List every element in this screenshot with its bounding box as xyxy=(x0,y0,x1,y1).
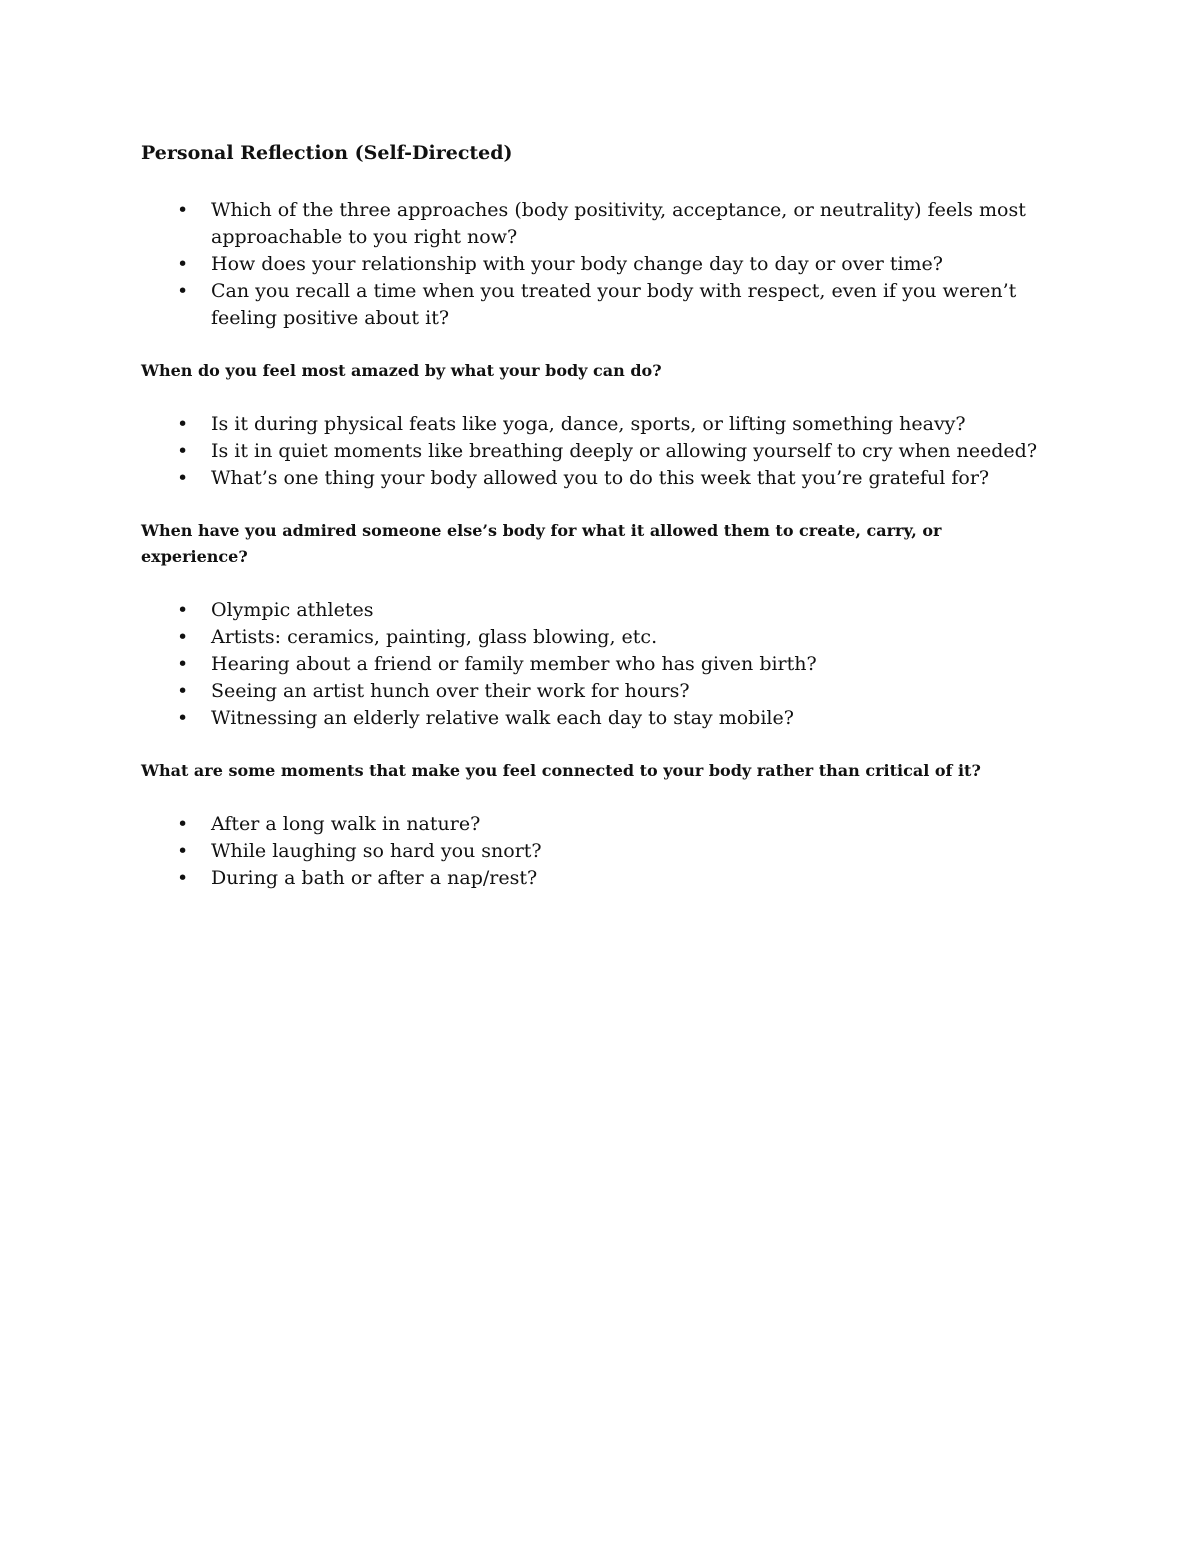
section-bullet-list xyxy=(141,597,1041,732)
spacer xyxy=(141,384,1041,411)
list-item-text: How does your relationship with your body change day to day or over time? xyxy=(211,253,943,275)
list-item-text: Is it in quiet moments like breathing deeply or allowing yourself to cry when needed? xyxy=(211,440,1037,462)
bullet-icon: • xyxy=(177,867,189,889)
spacer xyxy=(141,332,1041,358)
list-item xyxy=(141,705,1041,732)
section-bullet-list xyxy=(141,811,1041,892)
list-item-text: Seeing an artist hunch over their work for hours? xyxy=(211,680,690,702)
list-item-text: Hearing about a friend or family member who has given birth? xyxy=(211,653,817,675)
bullet-icon: • xyxy=(177,707,189,729)
list-item xyxy=(141,678,1041,705)
bullet-icon: • xyxy=(177,199,189,221)
list-item-text: Witnessing an elderly relative walk each day to stay mobile? xyxy=(211,707,794,729)
section-question: When have you admired someone else’s body for what it allowed them to create, carry, or experience? xyxy=(141,521,942,566)
list-item xyxy=(141,865,1041,892)
list-item xyxy=(141,411,1041,438)
document-title: Personal Reflection (Self-Directed) xyxy=(141,142,513,164)
section-amazed xyxy=(141,358,1041,492)
bullet-icon: • xyxy=(177,253,189,275)
list-item xyxy=(141,465,1041,492)
bullet-icon: • xyxy=(177,280,189,302)
spacer xyxy=(141,784,1041,811)
list-item xyxy=(141,597,1041,624)
spacer xyxy=(141,732,1041,758)
spacer xyxy=(141,570,1041,597)
section-question: When do you feel most amazed by what your body can do? xyxy=(141,361,662,380)
section-connected xyxy=(141,758,1041,892)
list-item-text: While laughing so hard you snort? xyxy=(211,840,542,862)
section-bullet-list xyxy=(141,411,1041,492)
list-item-text: What’s one thing your body allowed you to do this week that you’re grateful for? xyxy=(211,467,990,489)
bullet-icon: • xyxy=(177,653,189,675)
list-item-text: Artists: ceramics, painting, glass blowing, etc. xyxy=(211,626,658,648)
bullet-icon: • xyxy=(177,840,189,862)
list-item xyxy=(141,651,1041,678)
spacer xyxy=(141,167,1041,197)
section-question: What are some moments that make you feel connected to your body rather than critical of it? xyxy=(141,761,981,780)
bullet-icon: • xyxy=(177,440,189,462)
list-item-text: Olympic athletes xyxy=(211,599,374,621)
list-item xyxy=(141,251,1041,278)
list-item-text: Which of the three approaches (body positivity, acceptance, or neutrality) feels most approachable to you right now? xyxy=(211,199,1026,248)
list-item-text: Can you recall a time when you treated your body with respect, even if you weren’t feeling positive about it? xyxy=(211,280,1017,329)
list-item-text: During a bath or after a nap/rest? xyxy=(211,867,538,889)
list-item xyxy=(141,624,1041,651)
bullet-icon: • xyxy=(177,599,189,621)
list-item xyxy=(141,438,1041,465)
document-content xyxy=(141,140,1041,892)
list-item xyxy=(141,838,1041,865)
bullet-icon: • xyxy=(177,413,189,435)
list-item xyxy=(141,197,1041,251)
bullet-icon: • xyxy=(177,626,189,648)
list-item-text: After a long walk in nature? xyxy=(211,813,481,835)
bullet-icon: • xyxy=(177,680,189,702)
list-item-text: Is it during physical feats like yoga, dance, sports, or lifting something heavy? xyxy=(211,413,966,435)
bullet-icon: • xyxy=(177,467,189,489)
bullet-icon: • xyxy=(177,813,189,835)
list-item xyxy=(141,278,1041,332)
spacer xyxy=(141,492,1041,518)
section-admired xyxy=(141,518,1041,732)
list-item xyxy=(141,811,1041,838)
intro-bullet-list xyxy=(141,197,1041,332)
